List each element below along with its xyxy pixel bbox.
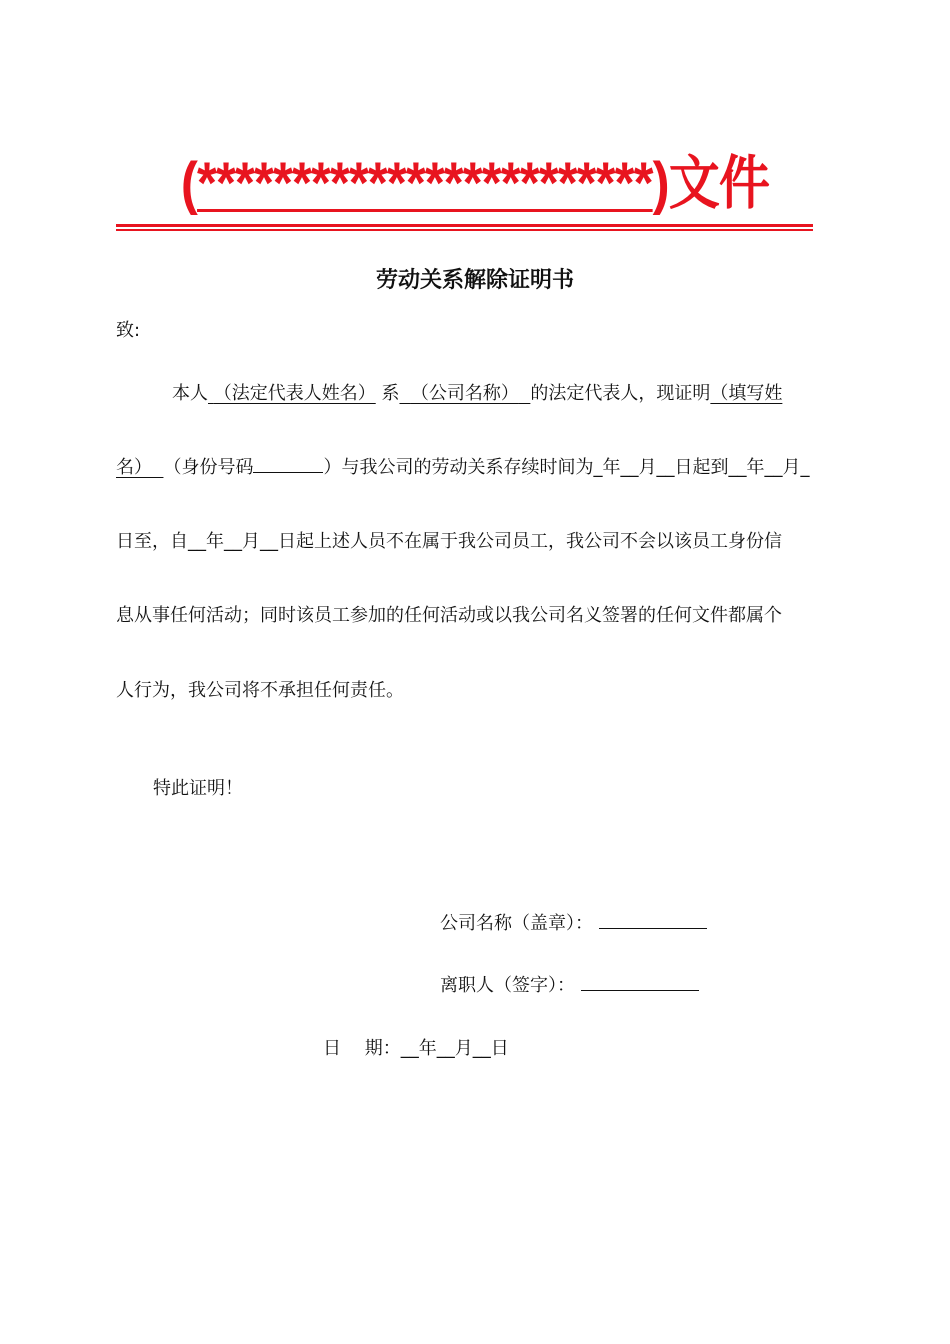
text-segment: ）与我公司的劳动关系存续时间为_年__月__日起到__年__月_ — [323, 457, 810, 478]
text-segment: 系 — [381, 383, 400, 404]
body-line-4: 息从事任何活动；同时该员工参加的任何活动或以我公司名义签署的任何文件都属个 — [116, 605, 782, 626]
body-line-3: 日至，自__年__月__日起上述人员不在属于我公司员工，我公司不会以该员工身份信 — [116, 531, 782, 552]
header-close-paren: ) — [652, 151, 669, 216]
text-segment: （身份号码 — [163, 457, 254, 478]
company-seal-blank — [599, 910, 707, 929]
body-line-1 — [172, 379, 782, 405]
header-rule-thick — [116, 224, 813, 227]
company-seal-label: 公司名称（盖章）： — [440, 913, 593, 934]
employee-name-field-start: （填写姓 — [710, 383, 783, 404]
text-segment: 的法定代表人，现证明 — [530, 383, 711, 404]
header-open-paren: ( — [180, 151, 198, 216]
employee-signature-line — [440, 971, 699, 997]
date-line: 日 期：__年__月__日 — [323, 1038, 509, 1059]
header-title — [57, 136, 893, 220]
body-line-5: 人行为，我公司将不承担任何责任。 — [116, 680, 404, 701]
body-line-2 — [116, 453, 809, 479]
header-suffix: 文件 — [668, 151, 770, 216]
closing-statement: 特此证明！ — [153, 778, 243, 799]
company-seal-line — [440, 909, 707, 935]
id-number-blank — [253, 454, 323, 473]
legal-rep-name-field: （法定代表人姓名） — [213, 383, 376, 404]
salutation: 致: — [116, 320, 141, 341]
header-placeholder: ************************ — [197, 151, 653, 216]
company-name-field: （公司名称） — [410, 383, 519, 404]
text-segment: 本人 — [172, 383, 208, 404]
header-rule-thin — [116, 229, 813, 231]
employee-signature-blank — [581, 972, 699, 991]
document-title: 劳动关系解除证明书 — [375, 268, 574, 293]
employee-name-field-end: 名） — [116, 457, 152, 478]
employee-signature-label: 离职人（签字）： — [440, 975, 575, 996]
